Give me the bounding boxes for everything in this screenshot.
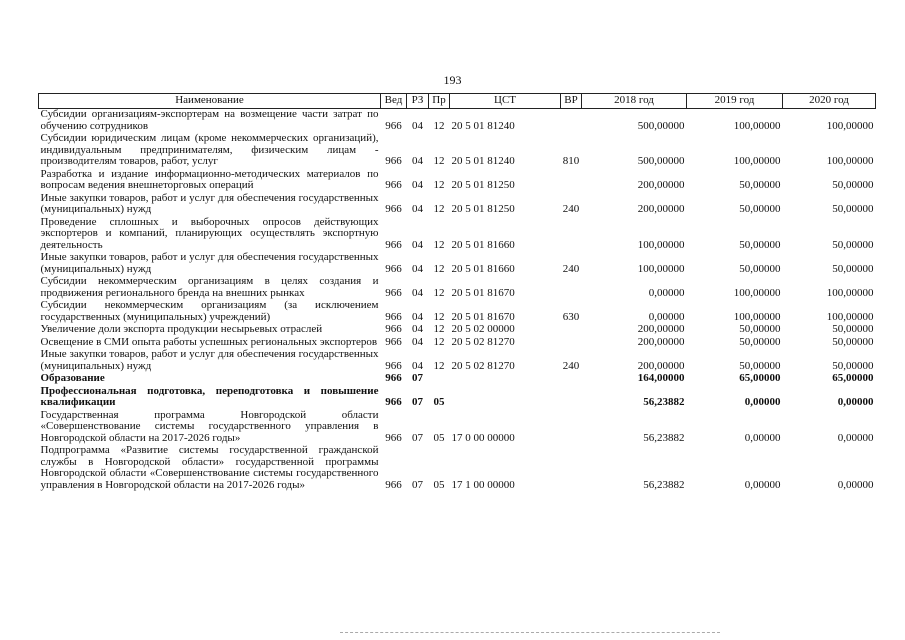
table-row (39, 324, 876, 337)
table-row (39, 109, 876, 134)
cell-rz: 07 (412, 396, 423, 408)
cell-2019: 65,00000 (739, 372, 781, 384)
cell-vr (561, 109, 582, 134)
cell-pr: 05 (433, 431, 445, 444)
table-body (39, 109, 876, 493)
cell-pr: 05 (433, 396, 445, 408)
cell-vr: 240 (562, 262, 580, 275)
cell-2020: 0,00000 (837, 431, 874, 444)
cell-vr (561, 410, 582, 446)
table-row (39, 217, 876, 253)
header-name: Наименование (39, 94, 381, 109)
cell-2019: 50,00000 (739, 323, 781, 335)
cell-2019: 100,00000 (733, 310, 781, 323)
cell-vr (561, 217, 582, 253)
cell-ved: 966 (385, 262, 402, 275)
header-vr: ВР (561, 94, 582, 109)
table-row (39, 349, 876, 373)
cell-vr (561, 337, 582, 350)
table-row (39, 410, 876, 446)
cell-2019: 50,00000 (739, 359, 781, 372)
table-row (39, 133, 876, 169)
cell-ved: 966 (385, 335, 402, 348)
cell-name: Подпрограмма «Развитие системы государственной гражданской службы в Новгородской области» государственной программы Новгородской области «Совершенствование системы государственного управления в Новгородской области на 2017-2026 годы» (40, 444, 379, 491)
cell-cst: 17 1 00 00000 (451, 478, 515, 491)
cell-vr (561, 386, 582, 410)
cell-cst: 20 5 01 81240 (451, 155, 515, 167)
cell-2019: 0,00000 (744, 431, 781, 444)
table-row (39, 252, 876, 276)
page-number: 193 (443, 73, 462, 87)
cell-name: Государственная программа Новгородской области «Совершенствование системы государственного управления в Новгородской области на 2017-2026 годы» (40, 408, 379, 444)
table-row (39, 276, 876, 300)
cell-rz: 04 (412, 179, 423, 191)
table-row (39, 300, 876, 324)
cell-name: Увеличение доли экспорта продукции несырьевых отраслей (40, 323, 323, 335)
cell-pr: 12 (433, 119, 445, 132)
cell-name: Субсидии юридическим лицам (кроме некоммерческих организаций), индивидуальным предпринимателям, физическим лицам - производителям товаров, работ, услуг (40, 132, 379, 167)
cell-cst: 20 5 01 81670 (451, 310, 515, 323)
header-2019: 2019 год (687, 94, 783, 109)
cell-2019: 50,00000 (739, 262, 781, 275)
cell-pr: 12 (433, 238, 445, 251)
cell-2018: 200,00000 (637, 203, 685, 215)
cell-cst: 20 5 02 00000 (451, 323, 515, 335)
cell-ved: 966 (385, 372, 402, 384)
cell-name: Иные закупки товаров, работ и услуг для обеспечения государственных (муниципальных) нужд (40, 251, 379, 275)
cell-rz: 04 (412, 286, 423, 299)
header-cst: ЦСТ (450, 94, 561, 109)
cell-2018: 200,00000 (637, 323, 685, 335)
cell-cst: 20 5 01 81240 (451, 119, 515, 132)
cell-ved: 966 (385, 155, 402, 167)
cell-2019: 100,00000 (733, 286, 781, 299)
header-2020: 2020 год (783, 94, 876, 109)
cell-2020: 100,00000 (826, 155, 874, 167)
cell-rz: 04 (412, 359, 423, 372)
cell-2019: 50,00000 (739, 179, 781, 191)
table-header (39, 94, 876, 109)
cell-vr (561, 324, 582, 337)
cell-ved: 966 (385, 323, 402, 335)
cell-vr: 810 (562, 155, 580, 167)
cell-cst: 20 5 01 81250 (451, 203, 515, 215)
cell-2020: 50,00000 (832, 179, 874, 191)
budget-table (38, 93, 876, 492)
cell-2018: 56,23882 (643, 431, 685, 444)
cell-2018: 200,00000 (637, 179, 685, 191)
cell-ved: 966 (385, 310, 402, 323)
cell-2018: 500,00000 (637, 155, 685, 167)
cell-pr: 12 (433, 179, 445, 191)
cell-2019: 100,00000 (733, 155, 781, 167)
cell-2018: 200,00000 (637, 359, 685, 372)
header-rz: РЗ (407, 94, 429, 109)
cell-name: Субсидии некоммерческим организациям (за исключением государственных (муниципальных) учреждений) (40, 299, 379, 323)
cell-2020: 50,00000 (832, 359, 874, 372)
cell-rz: 04 (412, 262, 423, 275)
cell-cst: 20 5 01 81660 (451, 238, 515, 251)
cell-2018: 500,00000 (637, 119, 685, 132)
cell-2020: 50,00000 (832, 203, 874, 215)
cell-vr (561, 276, 582, 300)
cell-pr (429, 373, 450, 386)
cell-rz: 07 (412, 478, 423, 491)
table-row (39, 386, 876, 410)
cell-2020: 0,00000 (837, 396, 874, 408)
cell-name: Субсидии некоммерческим организациям в целях создания и продвижения регионального бренда на внешних рынках (40, 275, 379, 299)
cell-name: Субсидии организациям-экспортерам на возмещение части затрат по обучению сотрудников (40, 108, 379, 132)
cell-pr: 12 (433, 155, 445, 167)
cell-ved: 966 (385, 238, 402, 251)
cell-name: Разработка и издание информационно-методических материалов по вопросам ведения внешнеторговых операций (40, 167, 379, 191)
cell-name: Профессиональная подготовка, переподготовка и повышение квалификации (40, 384, 379, 408)
cell-cst (450, 373, 561, 386)
cell-pr: 12 (433, 262, 445, 275)
cell-vr: 630 (562, 310, 580, 323)
cell-2018: 0,00000 (648, 310, 685, 323)
cell-cst (450, 386, 561, 410)
cell-2020: 65,00000 (832, 372, 874, 384)
cell-2019: 50,00000 (739, 335, 781, 348)
cell-2019: 0,00000 (744, 396, 781, 408)
cell-rz: 04 (412, 310, 423, 323)
cell-2020: 100,00000 (826, 286, 874, 299)
cell-vr (561, 373, 582, 386)
cell-rz: 04 (412, 323, 423, 335)
cell-pr: 12 (433, 359, 445, 372)
cell-2018: 100,00000 (637, 238, 685, 251)
cell-cst: 20 5 02 81270 (451, 335, 515, 348)
cell-2019: 50,00000 (739, 238, 781, 251)
table-row (39, 169, 876, 193)
cell-2018: 56,23882 (643, 396, 685, 408)
cell-ved: 966 (385, 478, 402, 491)
cell-vr (561, 445, 582, 492)
cell-name: Освещение в СМИ опыта работы успешных региональных экспортеров (40, 335, 378, 348)
cell-2019: 100,00000 (733, 119, 781, 132)
cell-name: Иные закупки товаров, работ и услуг для обеспечения государственных (муниципальных) нужд (40, 191, 379, 215)
cell-2020: 50,00000 (832, 262, 874, 275)
cell-2020: 50,00000 (832, 238, 874, 251)
cell-ved: 966 (385, 179, 402, 191)
cell-cst: 17 0 00 00000 (451, 431, 515, 444)
cell-ved: 966 (385, 286, 402, 299)
cell-2018: 56,23882 (643, 478, 685, 491)
cell-ved: 966 (385, 203, 402, 215)
cell-pr: 12 (433, 323, 445, 335)
cell-ved: 966 (385, 359, 402, 372)
cell-rz: 04 (412, 155, 423, 167)
cell-2019: 50,00000 (739, 203, 781, 215)
cell-ved: 966 (385, 431, 402, 444)
cell-pr: 12 (433, 286, 445, 299)
cell-ved: 966 (385, 119, 402, 132)
cell-vr: 240 (562, 359, 580, 372)
cell-rz: 04 (412, 203, 423, 215)
table-row (39, 193, 876, 217)
cell-2020: 0,00000 (837, 478, 874, 491)
cell-2020: 100,00000 (826, 310, 874, 323)
cell-pr: 12 (433, 203, 445, 215)
cell-2018: 200,00000 (637, 335, 685, 348)
footer-artifact-line (340, 632, 720, 635)
cell-rz: 04 (412, 335, 423, 348)
cell-2018: 100,00000 (637, 262, 685, 275)
cell-cst: 20 5 02 81270 (451, 359, 515, 372)
cell-2020: 50,00000 (832, 335, 874, 348)
cell-cst: 20 5 01 81250 (451, 179, 515, 191)
header-ved: Вед (381, 94, 407, 109)
cell-name: Образование (40, 372, 105, 384)
cell-rz: 04 (412, 119, 423, 132)
cell-cst: 20 5 01 81660 (451, 262, 515, 275)
cell-2020: 50,00000 (832, 323, 874, 335)
header-2018: 2018 год (582, 94, 687, 109)
cell-rz: 07 (412, 431, 423, 444)
cell-vr (561, 169, 582, 193)
cell-name: Иные закупки товаров, работ и услуг для обеспечения государственных (муниципальных) нужд (40, 348, 379, 372)
table-row (39, 445, 876, 492)
cell-rz: 07 (412, 372, 423, 384)
cell-cst: 20 5 01 81670 (451, 286, 515, 299)
cell-2018: 0,00000 (648, 286, 685, 299)
cell-vr: 240 (562, 203, 580, 215)
cell-pr: 12 (433, 335, 445, 348)
cell-name: Проведение сплошных и выборочных опросов действующих экспортеров и компаний, планирующих осуществлять экспортную деятельность (40, 215, 379, 251)
header-pr: Пр (429, 94, 450, 109)
cell-rz: 04 (412, 238, 423, 251)
cell-2019: 0,00000 (744, 478, 781, 491)
cell-2020: 100,00000 (826, 119, 874, 132)
table-row (39, 373, 876, 386)
cell-pr: 12 (433, 310, 445, 323)
cell-2018: 164,00000 (637, 372, 685, 384)
cell-pr: 05 (433, 478, 445, 491)
cell-ved: 966 (385, 396, 402, 408)
